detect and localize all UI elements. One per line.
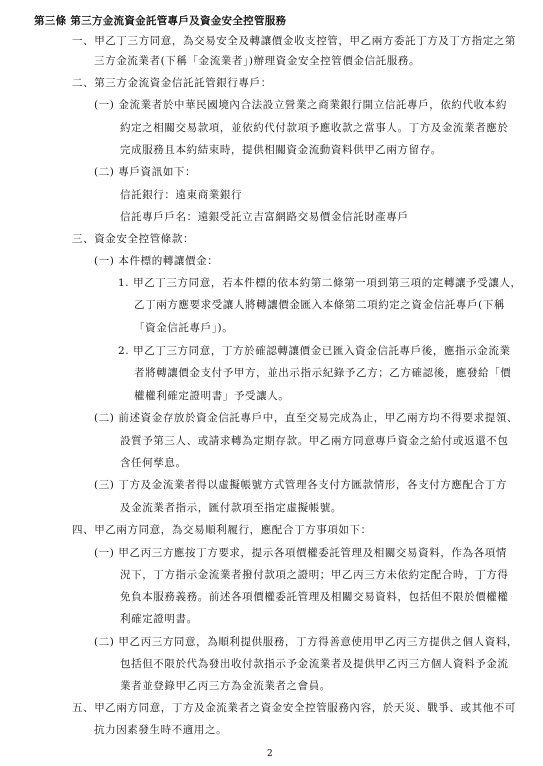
section-3-para-3-line-1: (三) 丁方及金流業者得以虛擬帳號方式管理各支付方匯款情形，各支付方應配合丁方 (94, 479, 507, 491)
section-3-para-1-line-1: (一) 本件標的轉讓價金： (94, 255, 219, 267)
trust-account-line: 信託專戶戶名：遠銀受託立吉富網路交易價金信託財產專戶 (120, 211, 409, 223)
section-4-para-2-line-3: 業者並登錄甲乙丙三方為金流業者之會員。 (120, 680, 331, 692)
section-3-item-1-line-3: 「資金信託專戶」)。 (134, 322, 234, 334)
section-3-item-2-line-3: 權權利確定證明書」予受讓人。 (134, 390, 290, 402)
article-title: 第三條 第三方金流資金託管專戶及資金安全控管服務 (34, 15, 287, 27)
section-3-item-1-line-1: 1. 甲乙丁三方同意，若本件標的依本約第二條第一項到第三項的定轉讓予受讓人， (118, 277, 522, 289)
section-4-para-1-line-4: 利確定證明書。 (120, 613, 198, 625)
section-3-heading: 三、資金安全控管條款： (72, 233, 195, 245)
section-5-line-2: 抗力因素發生時不適用之。 (94, 724, 228, 736)
section-5-line-1: 五、甲乙兩方同意，丁方及金流業者之資金安全控管服務內容，於天災、戰爭、或其他不可 (72, 702, 516, 714)
page-number: 2 (267, 749, 273, 759)
section-3-item-2-line-2: 者將轉讓價金支付予甲方，並出示指示紀錄予乙方；乙方確認後，應發給「價 (134, 367, 512, 379)
section-3-para-3-line-2: 及金流業者指示，匯付款項至指定虛擬帳號。 (120, 502, 342, 514)
section-4-heading: 四、甲乙兩方同意，為交易順利履行，應配合丁方事項如下： (72, 524, 372, 536)
section-2-para-1-line-1: (一) 金流業者於中華民國境內合法設立營業之商業銀行開立信託專戶，依約代收本約 (94, 99, 507, 111)
section-4-para-2-line-2: 包括但不限於代為發出收付款指示予金流業者及提供甲乙丙三方個人資料予金流 (120, 658, 509, 670)
section-3-item-2-line-1: 2. 甲乙丁三方同意，丁方於確認轉讓價金已匯入資金信託專戶後，應指示金流業 (118, 345, 511, 357)
trust-bank-line: 信託銀行：遠東商業銀行 (120, 189, 243, 201)
section-4-para-2-line-1: (二) 甲乙丙三方同意，為順利提供服務，丁方得善意使用甲乙丙三方提供之個人資料， (94, 636, 519, 648)
section-3-item-1-line-2: 乙丁兩方應要求受讓人將轉讓價金匯入本條第二項約定之資金信託專戶(下稱 (134, 299, 505, 311)
section-2-heading: 二、第三方金流資金信託託管銀行專戶： (72, 77, 272, 89)
section-4-para-1-line-3: 免負本服務義務。前述各項價權委託管理及相關交易資料，包括但不限於價權權 (120, 591, 509, 603)
section-4-para-1-line-2: 況下，丁方指示金流業者撥付款項之證明；甲乙丙三方未依約定配合時，丁方得 (120, 569, 509, 581)
section-2-para-1-line-3: 完成服務且本約結束時，提供相關資金流動資料供甲乙兩方留存。 (120, 144, 442, 156)
section-2-para-2-line-1: (二) 專戶資訊如下： (94, 166, 197, 178)
section-1-line-2: 三方金流業者(下稱「金流業者」)辦理資金安全控管價金信託服務。 (94, 55, 421, 67)
section-3-para-2-line-2: 設質予第三人、或請求轉為定期存款。甲乙兩方同意專戶資金之給付或返還不包 (120, 435, 509, 447)
section-2-para-1-line-2: 約定之相關交易款項，並依約代付款項予應收款之當事人。丁方及金流業者應於 (120, 122, 509, 134)
section-4-para-1-line-1: (一) 甲乙丙三方應按丁方要求，提示各項價權委託管理及相關交易資料，作為各項情 (94, 547, 507, 559)
section-1-line-1: 一、甲乙丁三方同意，為交易安全及轉讓價金收支控管，甲乙兩方委託丁方及丁方指定之第 (72, 35, 516, 47)
section-3-para-2-line-1: (二) 前述資金存放於資金信託專戶中，直至交易完成為止，甲乙兩方均不得要求提領、 (94, 412, 519, 424)
section-3-para-2-line-3: 含任何孳息。 (120, 457, 187, 469)
